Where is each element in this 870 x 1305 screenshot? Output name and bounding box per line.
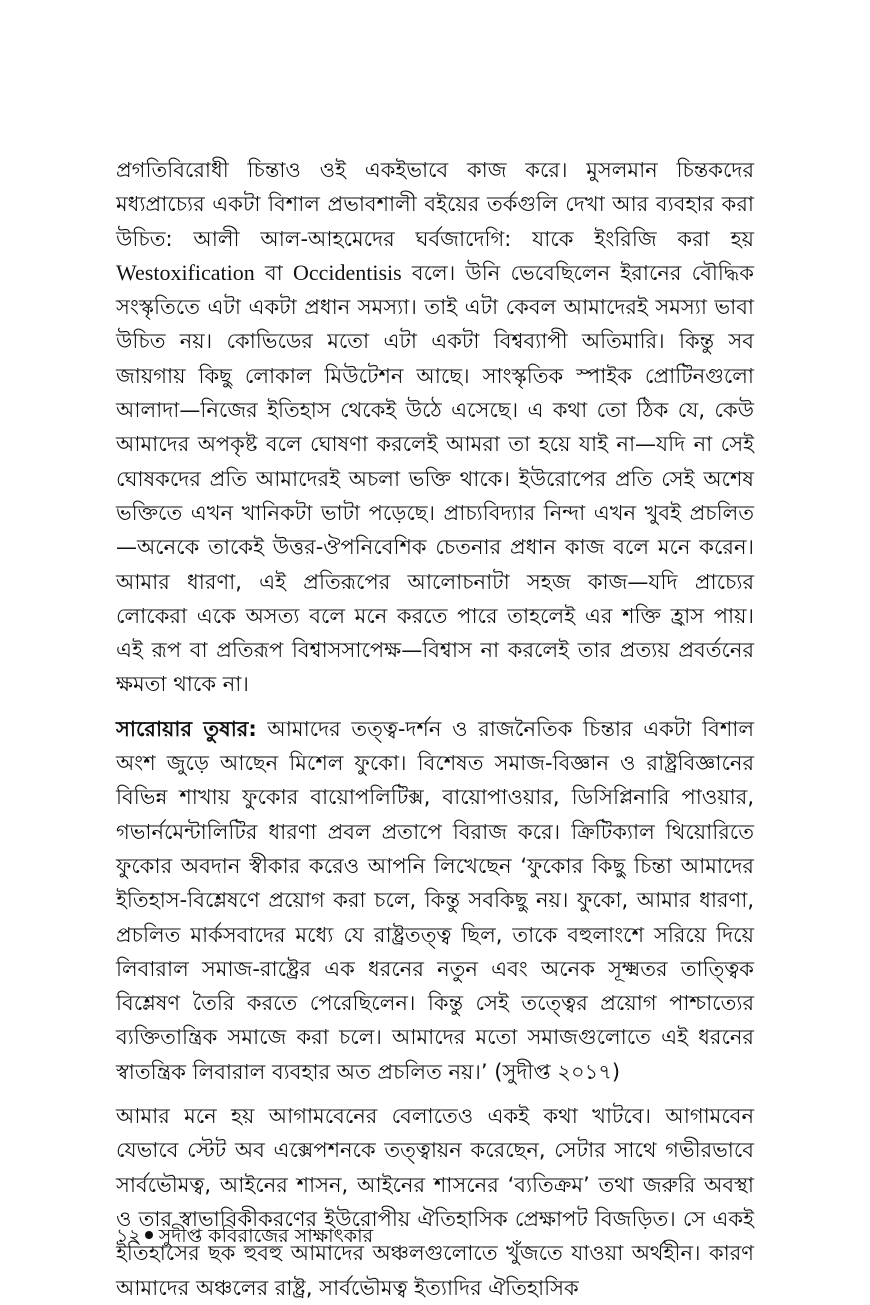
paragraph-3 [116, 1099, 754, 1305]
paragraph-1 [116, 153, 754, 702]
paragraph-1-text-c: বলে। উনি ভেবেছিলেন ইরানের বৌদ্ধিক সংস্কৃতিতে এটা একটা প্রধান সমস্যা। তাই এটা কেবল আমাদেরই সমস্যা ভাবা উচিত নয়। কোভিডের মতো এটা একটা বিশ্বব্যাপী অতিমারি। কিন্তু সব জায়গায় কিছু লোকাল মিউটেশন আছে। সাংস্কৃতিক স্পাইক প্রোটিনগুলো আলাদা—নিজের ইতিহাস থেকেই উঠে এসেছে। এ কথা তো ঠিক যে, কেউ আমাদের অপকৃষ্ট বলে ঘোষণা করলেই আমরা তা হয়ে যাই না—যদি না সেই ঘোষকদের প্রতি আমাদেরই অচলা ভক্তি থাকে। ইউরোপের প্রতি সেই অশেষ ভক্তিতে এখন খানিকটা ভাটা পড়েছে। প্রাচ্যবিদ্যার নিন্দা এখন খুবই প্রচলিত—অনেকে তাকেই উত্তর-ঔপনিবেশিক চেতনার প্রধান কাজ বলে মনে করেন। আমার ধারণা, এই প্রতিরূপের আলোচনাটা সহজ কাজ—যদি প্রাচ্যের লোকেরা একে অসত্য বলে মনে করতে পারে তাহলেই এর শক্তি হ্রাস পায়। এই রূপ বা প্রতিরূপ বিশ্বাসসাপেক্ষ—বিশ্বাস না করলেই তার প্রত্যয় প্রবর্তনের ক্ষমতা থাকে না। [116, 260, 754, 697]
page-footer [116, 1222, 754, 1250]
term-westoxification: Westoxification [116, 259, 255, 285]
paragraph-2-text: আমাদের তত্ত্ব-দর্শন ও রাজনৈতিক চিন্তার একটা বিশাল অংশ জুড়ে আছেন মিশেল ফুকো। বিশেষত সমাজ-বিজ্ঞান ও রাষ্ট্রবিজ্ঞানের বিভিন্ন শাখায় ফুকোর বায়োপলিটিক্স, বায়োপাওয়ার, ডিসিপ্লিনারি পাওয়ার, গভার্নমেন্টালিটির ধারণা প্রবল প্রতাপে বিরাজ করে। ক্রিটিক্যাল থিয়োরিতে ফুকোর অবদান স্বীকার করেও আপনি লিখেছেন ‘ফুকোর কিছু চিন্তা আমাদের ইতিহাস-বিশ্লেষণে প্রয়োগ করা চলে, কিন্তু সবকিছু নয়। ফুকো, আমার ধারণা, প্রচলিত মার্কসবাদের মধ্যে যে রাষ্ট্রতত্ত্ব ছিল, তাকে বহুলাংশে সরিয়ে দিয়ে লিবারাল সমাজ-রাষ্ট্রের এক ধরনের নতুন এবং অনেক সূক্ষ্মতর তাত্ত্বিক বিশ্লেষণ তৈরি করতে পেরেছিলেন। কিন্তু সেই তত্ত্বের প্রয়োগ পাশ্চাত্যের ব্যক্তিতান্ত্রিক সমাজে করা চলে। আমাদের মতো সমাজগুলোতে এই ধরনের স্বাতন্ত্রিক লিবারাল ব্যবহার অত প্রচলিত নয়।’ (সুদীপ্ত ২০১৭) [116, 716, 754, 1084]
paragraph-3-text: আমার মনে হয় আগামবেনের বেলাতেও একই কথা খাটবে। আগামবেন যেভাবে স্টেট অব এক্সেপশনকে তত্ত্বায়ন করেছেন, সেটার সাথে গভীরভাবে সার্বভৌমত্ব, আইনের শাসন, আইনের শাসনের ‘ব্যতিক্রম’ তথা জরুরি অবস্থা ও তার স্বাভাবিকীকরণের ইউরোপীয় ঐতিহাসিক প্রেক্ষাপট বিজড়িত। সে একই ইতিহাসের ছক হুবহু আমাদের অঞ্চলগুলোতে খুঁজতে যাওয়া অর্থহীন। কারণ আমাদের অঞ্চলের রাষ্ট্র, সার্বভৌমত্ব ইত্যাদির ঐতিহাসিক [116, 1104, 754, 1300]
speaker-name: সারোয়ার তুষার: [116, 716, 257, 741]
page-body [116, 153, 754, 1305]
term-occidentisis: Occidentisis [292, 259, 402, 285]
running-title: সুদীপ্ত কবিরাজের সাক্ষাৎকার [158, 1225, 374, 1247]
bullet-icon [145, 1231, 153, 1239]
page-number: ১২ [116, 1225, 141, 1247]
paragraph-2 [116, 712, 754, 1089]
paragraph-1-text-a: প্রগতিবিরোধী চিন্তাও ওই একইভাবে কাজ করে। মুসলমান চিন্তকদের মধ্যপ্রাচ্যের একটা বিশাল প্রভাবশালী বইয়ের তর্কগুলি দেখা আর ব্যবহার করা উচিত: আলী আল-আহমেদের ঘর্বজাদেগি: যাকে ইংরিজি করা হয় [116, 158, 754, 251]
paragraph-1-text-b: বা [254, 260, 293, 285]
